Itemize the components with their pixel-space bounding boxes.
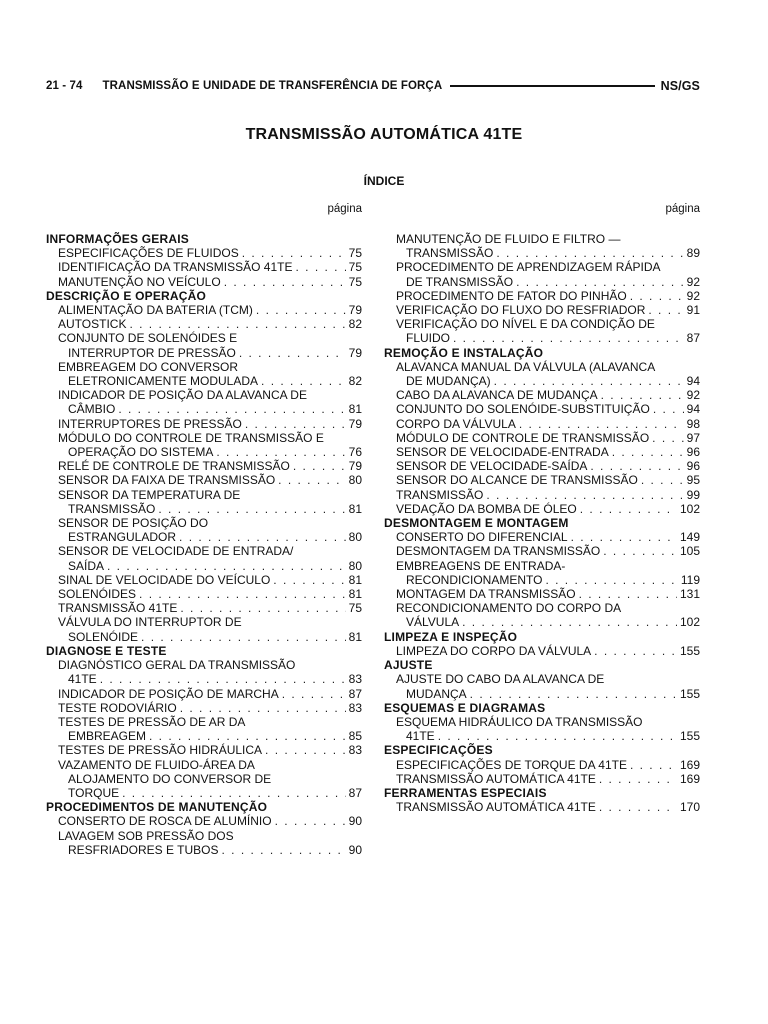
- dot-leader: [545, 573, 677, 587]
- toc-section-heading: LIMPEZA E INSPEÇÃO: [384, 629, 518, 644]
- dot-leader: [122, 786, 346, 800]
- toc-section-heading: FERRAMENTAS ESPECIAIS: [384, 785, 547, 800]
- toc-page-number: 98: [686, 416, 700, 431]
- toc-entry-title: CONJUNTO DE SOLENÓIDES E: [58, 331, 238, 346]
- dot-leader: [516, 275, 684, 289]
- toc-entry: [46, 601, 362, 615]
- toc-entry-title: PROCEDIMENTO DE FATOR DO PINHÃO: [396, 288, 627, 303]
- toc-entry: [46, 701, 362, 715]
- toc-entry-title: INTERRUPTOR DE PRESSÃO: [68, 345, 236, 360]
- dot-leader: [612, 445, 684, 459]
- toc-page-number: 79: [348, 459, 362, 474]
- toc-page-number: 149: [679, 530, 700, 545]
- toc-entry: [46, 814, 362, 828]
- toc-entry-title: VERIFICAÇÃO DO FLUXO DO RESFRIADOR: [396, 303, 646, 318]
- toc-page-number: 92: [686, 388, 700, 403]
- toc-entry: [46, 687, 362, 701]
- toc-entry: [46, 417, 362, 431]
- toc-entry-title: TRANSMISSÃO AUTOMÁTICA 41TE: [396, 771, 596, 786]
- dot-leader: [590, 459, 683, 473]
- toc-page-number: 97: [686, 430, 700, 445]
- toc-page-number: 92: [686, 274, 700, 289]
- dot-leader: [648, 303, 683, 317]
- toc-entry: [384, 587, 700, 601]
- dot-leader: [579, 587, 677, 601]
- toc-section-heading: AJUSTE: [384, 658, 433, 673]
- toc-entry-line: [384, 232, 700, 246]
- toc-entry-title: AJUSTE DO CABO DA ALAVANCA DE: [396, 672, 605, 687]
- toc-entry-title: SENSOR DE VELOCIDADE-ENTRADA: [396, 445, 609, 460]
- toc-page-number: 81: [348, 629, 362, 644]
- toc-entry-title: RECONDICIONAMENTO DO CORPO DA: [396, 601, 622, 616]
- toc-entry-title: VÁLVULA DO INTERRUPTOR DE: [58, 615, 242, 630]
- dot-leader: [580, 502, 677, 516]
- dot-leader: [179, 530, 346, 544]
- toc-entry-title: EMBREAGEM: [68, 729, 147, 744]
- toc-entry-title: TRANSMISSÃO: [406, 246, 494, 261]
- toc-entry: [384, 502, 700, 516]
- dot-leader: [519, 417, 684, 431]
- toc-entry: [384, 800, 700, 814]
- toc-entry-title: TESTES DE PRESSÃO DE AR DA: [58, 714, 246, 729]
- toc-entry: [46, 317, 362, 331]
- toc-entry: [384, 544, 700, 558]
- toc-page-number: 91: [686, 303, 700, 318]
- toc-entry-title: MÓDULO DO CONTROLE DE TRANSMISSÃO E: [58, 430, 324, 445]
- toc-entry-title: SENSOR DE POSIÇÃO DO: [58, 516, 209, 531]
- toc-entry: [46, 587, 362, 601]
- toc-entry-title: ALAVANCA MANUAL DA VÁLVULA (ALAVANCA: [396, 359, 656, 374]
- toc-entry-line: [46, 715, 362, 729]
- toc-entry: [46, 786, 362, 800]
- toc-entry-line: [384, 360, 700, 374]
- dot-leader: [462, 615, 677, 629]
- toc-entry-line: [46, 758, 362, 772]
- toc-entry-title: ESTRANGULADOR: [68, 530, 177, 545]
- toc-page-number: 82: [348, 374, 362, 389]
- toc-entry: [46, 530, 362, 544]
- dot-leader: [261, 374, 346, 388]
- dot-leader: [630, 289, 684, 303]
- toc-entry: [384, 275, 700, 289]
- toc-page-number: 81: [348, 402, 362, 417]
- toc-page-number: 87: [686, 331, 700, 346]
- dot-leader: [601, 388, 684, 402]
- dot-leader: [100, 672, 346, 686]
- dot-leader: [149, 729, 346, 743]
- toc-column-left: [46, 202, 362, 857]
- toc-page-number: 105: [679, 544, 700, 559]
- toc-page-number: 75: [348, 274, 362, 289]
- toc-page-number: 83: [348, 743, 362, 758]
- dot-leader: [273, 573, 345, 587]
- dot-leader: [453, 331, 684, 345]
- toc-entry: [384, 758, 700, 772]
- toc-entry: [384, 644, 700, 658]
- toc-entry-title: TRANSMISSÃO AUTOMÁTICA 41TE: [396, 800, 596, 815]
- toc-entry-title: MANUTENÇÃO NO VEÍCULO: [58, 274, 221, 289]
- dot-leader: [494, 374, 684, 388]
- toc-entry-title: MONTAGEM DA TRANSMISSÃO: [396, 587, 576, 602]
- dot-leader: [438, 729, 677, 743]
- toc-entry: [46, 473, 362, 487]
- toc-entry-title: DE MUDANÇA): [406, 374, 491, 389]
- toc-page-number: 75: [348, 260, 362, 275]
- page-number: 21 - 74: [46, 80, 83, 92]
- toc-entry: [384, 445, 700, 459]
- toc-page-number: 102: [679, 501, 700, 516]
- toc-entry-line: [46, 829, 362, 843]
- toc-entry-line: [46, 331, 362, 345]
- toc-entry-title: RESFRIADORES E TUBOS: [68, 842, 219, 857]
- toc-entry-title: INTERRUPTORES DE PRESSÃO: [58, 416, 242, 431]
- toc-entry-title: DESMONTAGEM DA TRANSMISSÃO: [396, 544, 601, 559]
- toc-entry-title: LAVAGEM SOB PRESSÃO DOS: [58, 828, 234, 843]
- toc-page-number: 79: [348, 416, 362, 431]
- toc-entry-title: ESPECIFICAÇÕES DE TORQUE DA 41TE: [396, 757, 627, 772]
- toc-entry: [46, 459, 362, 473]
- toc-entry-line: [46, 488, 362, 502]
- toc-entry-title: OPERAÇÃO DO SISTEMA: [68, 445, 214, 460]
- toc-entry: [384, 246, 700, 260]
- toc-entry-line: [384, 672, 700, 686]
- toc-page-number: 76: [348, 445, 362, 460]
- toc-entry-title: CONSERTO DO DIFERENCIAL: [396, 530, 568, 545]
- dot-leader: [141, 630, 346, 644]
- toc-page-number: 169: [679, 771, 700, 786]
- toc-page-number: 82: [348, 317, 362, 332]
- toc-page-number: 96: [686, 459, 700, 474]
- toc-entry: [384, 431, 700, 445]
- dot-leader: [599, 800, 677, 814]
- toc-section-heading: ESQUEMAS E DIAGRAMAS: [384, 700, 546, 715]
- toc-section-heading: REMOÇÃO E INSTALAÇÃO: [384, 345, 544, 360]
- toc-entry: [384, 473, 700, 487]
- toc-page-number: 99: [686, 487, 700, 502]
- toc-entry-title: EMBREAGEM DO CONVERSOR: [58, 359, 239, 374]
- toc-entry: [46, 445, 362, 459]
- toc-entry-line: [46, 516, 362, 530]
- dot-leader: [641, 473, 684, 487]
- toc-entry-title: CONSERTO DE ROSCA DE ALUMÍNIO: [58, 814, 272, 829]
- dot-leader: [221, 843, 345, 857]
- dot-leader: [158, 502, 345, 516]
- toc-entry-title: DIAGNÓSTICO GERAL DA TRANSMISSÃO: [58, 658, 296, 673]
- dot-leader: [603, 544, 677, 558]
- toc-entry-title: VEDAÇÃO DA BOMBA DE ÓLEO: [396, 501, 577, 516]
- dot-leader: [224, 275, 346, 289]
- toc-entry: [384, 388, 700, 402]
- dot-leader: [496, 246, 683, 260]
- toc-entry-line: [46, 388, 362, 402]
- toc-page-number: 155: [679, 729, 700, 744]
- running-header: [46, 77, 700, 95]
- page-column-label: página: [327, 203, 362, 215]
- toc-entry-title: RECONDICIONAMENTO: [406, 572, 543, 587]
- toc-entry-title: TORQUE: [68, 785, 120, 800]
- toc-entry-line: [46, 360, 362, 374]
- toc-entry-title: RELÉ DE CONTROLE DE TRANSMISSÃO: [58, 459, 290, 474]
- toc-entry-title: 41TE: [68, 672, 97, 687]
- toc-entry: [46, 729, 362, 743]
- index-heading: ÍNDICE: [363, 174, 405, 188]
- toc-section-heading: ESPECIFICAÇÕES: [384, 743, 493, 758]
- toc-section-heading: PROCEDIMENTOS DE MANUTENÇÃO: [46, 800, 268, 815]
- toc-page-number: 94: [686, 374, 700, 389]
- toc-entry: [46, 672, 362, 686]
- dot-leader: [245, 417, 346, 431]
- toc-entry: [384, 687, 700, 701]
- toc-section-heading: DESMONTAGEM E MONTAGEM: [384, 516, 569, 531]
- dot-leader: [107, 559, 346, 573]
- toc-entry-line: [46, 544, 362, 558]
- toc-entry-title: SENSOR DE VELOCIDADE-SAÍDA: [396, 459, 588, 474]
- toc-section-heading: DIAGNOSE E TESTE: [46, 643, 167, 658]
- toc-entry: [46, 346, 362, 360]
- toc-page-number: 90: [348, 814, 362, 829]
- dot-leader: [275, 814, 346, 828]
- dot-leader: [242, 246, 346, 260]
- toc-entry-title: TRANSMISSÃO 41TE: [58, 601, 178, 616]
- toc-entry-title: MÓDULO DE CONTROLE DE TRANSMISSÃO: [396, 430, 650, 445]
- toc-entry-title: CÂMBIO: [68, 402, 116, 417]
- toc-page-number: 80: [348, 558, 362, 573]
- toc-entry-title: SOLENÓIDES: [58, 587, 137, 602]
- dot-leader: [239, 346, 346, 360]
- dot-leader: [486, 488, 683, 502]
- toc-entry: [384, 530, 700, 544]
- toc-page-number: 79: [348, 345, 362, 360]
- toc-entry-title: MUDANÇA: [406, 686, 467, 701]
- toc-entry-title: DE TRANSMISSÃO: [406, 274, 514, 289]
- toc-page-number: 85: [348, 729, 362, 744]
- toc-page-number: 80: [348, 473, 362, 488]
- toc-entry-title: SENSOR DO ALCANCE DE TRANSMISSÃO: [396, 473, 638, 488]
- toc-entry-title: CABO DA ALAVANCA DE MUDANÇA: [396, 388, 598, 403]
- dot-leader: [180, 601, 345, 615]
- toc-entry: [46, 246, 362, 260]
- toc-entry-title: SENSOR DE VELOCIDADE DE ENTRADA/: [58, 544, 294, 559]
- toc-page-number: 75: [348, 246, 362, 261]
- toc-entry: [46, 573, 362, 587]
- toc-entry-title: ALOJAMENTO DO CONVERSOR DE: [68, 771, 272, 786]
- toc-entry: [46, 260, 362, 274]
- toc-entry-title: INDICADOR DE POSIÇÃO DE MARCHA: [58, 686, 279, 701]
- toc-entry-title: AUTOSTICK: [58, 317, 127, 332]
- toc-entry: [384, 402, 700, 416]
- toc-entry-title: VERIFICAÇÃO DO NÍVEL E DA CONDIÇÃO DE: [396, 317, 655, 332]
- toc-page-number: 155: [679, 643, 700, 658]
- toc-page-number: 89: [686, 246, 700, 261]
- chapter-title: TRANSMISSÃO E UNIDADE DE TRANSFERÊNCIA DE FORÇA: [102, 80, 443, 92]
- dot-leader: [282, 687, 346, 701]
- toc-entry-line: [384, 317, 700, 331]
- dot-leader: [139, 587, 346, 601]
- toc-entry-title: SINAL DE VELOCIDADE DO VEÍCULO: [58, 572, 271, 587]
- toc-entry-title: FLUIDO: [406, 331, 451, 346]
- toc-page-number: 92: [686, 288, 700, 303]
- toc-page-number: 96: [686, 445, 700, 460]
- dot-leader: [594, 644, 677, 658]
- dot-leader: [470, 687, 677, 701]
- toc-entry-title: TESTE RODOVIÁRIO: [58, 700, 177, 715]
- toc-entry: [46, 374, 362, 388]
- toc-entry-title: SAÍDA: [68, 558, 105, 573]
- toc-entry-title: EMBREAGENS DE ENTRADA-: [396, 558, 566, 573]
- toc-page-number: 131: [679, 587, 700, 602]
- dot-leader: [278, 473, 345, 487]
- toc-page-number: 81: [348, 587, 362, 602]
- toc-entry: [384, 417, 700, 431]
- toc-entry: [384, 488, 700, 502]
- dot-leader: [599, 772, 677, 786]
- toc-page-number: 75: [348, 601, 362, 616]
- dot-leader: [293, 459, 346, 473]
- toc-entry-line: [384, 715, 700, 729]
- toc-entry-title: TRANSMISSÃO: [396, 487, 484, 502]
- toc-entry: [384, 615, 700, 629]
- dot-leader: [129, 317, 345, 331]
- toc-entry-line: [384, 260, 700, 274]
- toc-page-number: 94: [686, 402, 700, 417]
- toc-page-number: 79: [348, 303, 362, 318]
- toc-entry: [46, 402, 362, 416]
- toc-entry: [384, 573, 700, 587]
- toc-page-number: 169: [679, 757, 700, 772]
- toc-entry-title: VAZAMENTO DE FLUIDO-ÁREA DA: [58, 757, 255, 772]
- toc-entry: [384, 303, 700, 317]
- dot-leader: [265, 743, 346, 757]
- toc-entry: [46, 843, 362, 857]
- header-rule: [450, 85, 654, 87]
- toc-page-number: 80: [348, 530, 362, 545]
- toc-entry-title: MANUTENÇÃO DE FLUIDO E FILTRO —: [396, 232, 621, 246]
- toc-column-right: [384, 202, 700, 814]
- toc-entry: [384, 729, 700, 743]
- toc-entry: [46, 630, 362, 644]
- toc-entry: [46, 559, 362, 573]
- toc-entry-line: [384, 559, 700, 573]
- toc-entry-line: [46, 772, 362, 786]
- toc-page-number: 81: [348, 572, 362, 587]
- toc-entry: [384, 374, 700, 388]
- toc-entry-title: SENSOR DA TEMPERATURA DE: [58, 487, 241, 502]
- toc-entry: [384, 331, 700, 345]
- toc-page-number: 155: [679, 686, 700, 701]
- toc-entry-title: SOLENÓIDE: [68, 629, 139, 644]
- toc-entry-title: LIMPEZA DO CORPO DA VÁLVULA: [396, 643, 592, 658]
- toc-page-number: 87: [348, 785, 362, 800]
- toc-entry-title: ELETRONICAMENTE MODULADA: [68, 374, 259, 389]
- toc-entry-title: TESTES DE PRESSÃO HIDRÁULICA: [58, 743, 263, 758]
- dot-leader: [630, 758, 677, 772]
- toc-entry-line: [46, 658, 362, 672]
- toc-list: [46, 232, 362, 857]
- toc-entry-title: ESQUEMA HIDRÁULICO DA TRANSMISSÃO: [396, 714, 643, 729]
- page-title: TRANSMISSÃO AUTOMÁTICA 41TE: [245, 126, 523, 143]
- toc-entry-title: VÁLVULA: [406, 615, 460, 630]
- toc-entry: [46, 303, 362, 317]
- toc-entry: [46, 502, 362, 516]
- toc-entry-title: CONJUNTO DO SOLENÓIDE-SUBSTITUIÇÃO: [396, 402, 650, 417]
- toc-page-number: 90: [348, 842, 362, 857]
- dot-leader: [653, 402, 684, 416]
- toc-entry-title: 41TE: [406, 729, 435, 744]
- toc-entry: [384, 289, 700, 303]
- dot-leader: [180, 701, 346, 715]
- toc-entry-title: IDENTIFICAÇÃO DA TRANSMISSÃO 41TE: [58, 260, 293, 275]
- toc-entry: [46, 743, 362, 757]
- toc-list: [384, 232, 700, 814]
- dot-leader: [296, 260, 346, 274]
- dot-leader: [118, 402, 345, 416]
- toc-entry-title: TRANSMISSÃO: [68, 501, 156, 516]
- page-column-label: página: [665, 203, 700, 215]
- dot-leader: [216, 445, 345, 459]
- toc-entry-line: [46, 431, 362, 445]
- toc-page-number: 83: [348, 700, 362, 715]
- toc-section-heading: INFORMAÇÕES GERAIS: [46, 232, 189, 246]
- toc-entry-line: [384, 601, 700, 615]
- toc-page-number: 119: [680, 572, 700, 587]
- vehicle-code: NS/GS: [660, 79, 700, 93]
- toc-entry-title: INDICADOR DE POSIÇÃO DA ALAVANCA DE: [58, 388, 307, 403]
- toc-entry-title: ESPECIFICAÇÕES DE FLUIDOS: [58, 246, 239, 261]
- dot-leader: [571, 530, 677, 544]
- toc-entry: [46, 275, 362, 289]
- toc-page-number: 81: [348, 501, 362, 516]
- toc-entry-title: SENSOR DA FAIXA DE TRANSMISSÃO: [58, 473, 276, 488]
- toc-entry-title: CORPO DA VÁLVULA: [396, 416, 516, 431]
- toc-section-heading: DESCRIÇÃO E OPERAÇÃO: [46, 288, 207, 303]
- toc-page-number: 170: [679, 800, 700, 815]
- toc-page-number: 83: [348, 672, 362, 687]
- toc-page-number: 87: [348, 686, 362, 701]
- toc-entry: [384, 459, 700, 473]
- toc-entry: [384, 772, 700, 786]
- toc-page-number: 95: [686, 473, 700, 488]
- dot-leader: [652, 431, 683, 445]
- toc-entry-title: PROCEDIMENTO DE APRENDIZAGEM RÁPIDA: [396, 260, 661, 275]
- toc-entry-line: [46, 615, 362, 629]
- toc-entry-title: ALIMENTAÇÃO DA BATERIA (TCM): [58, 303, 253, 318]
- dot-leader: [256, 303, 346, 317]
- toc-page-number: 102: [679, 615, 700, 630]
